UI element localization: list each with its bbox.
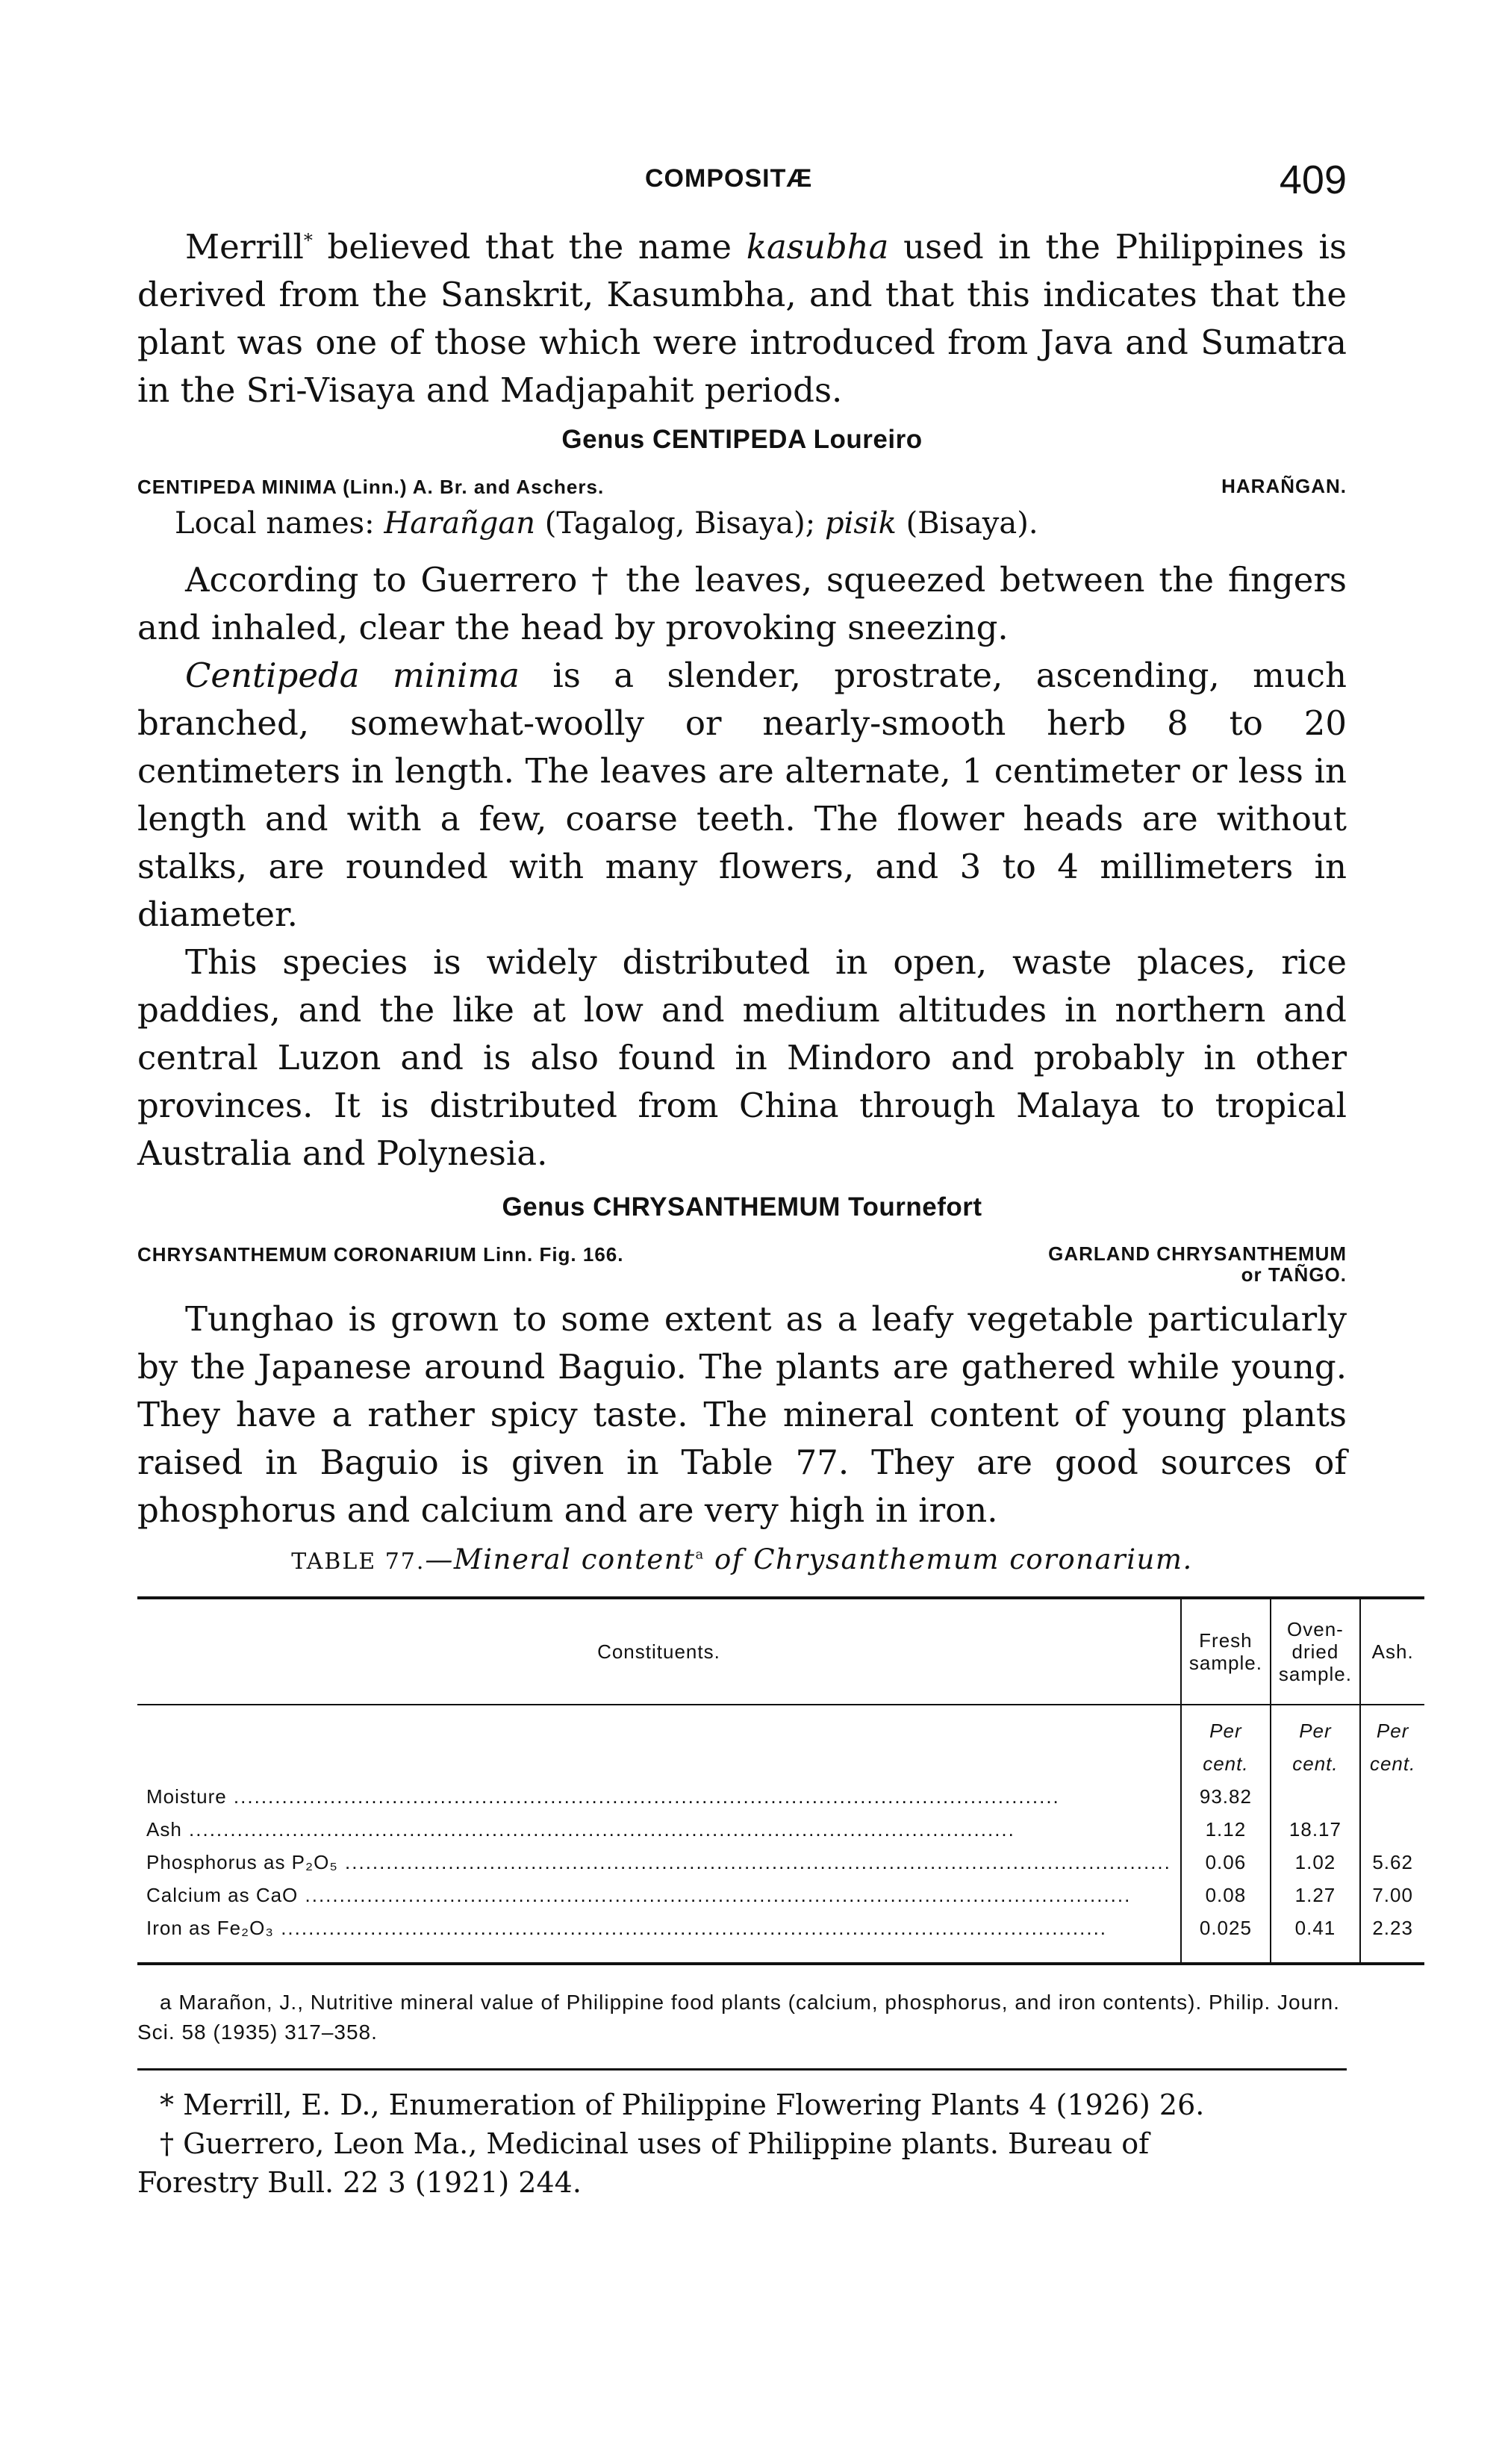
running-title: COMPOSITÆ (645, 164, 813, 193)
footnote-guerrero: † Guerrero, Leon Ma., Medicinal uses of Philippine plants. Bureau of (160, 2127, 1150, 2160)
footnote-divider (137, 2068, 1347, 2071)
cell-ash: 2.23 (1360, 1911, 1424, 1964)
row-label: Ash ..... (146, 1813, 1171, 1846)
centipeda-paragraph-1 (137, 556, 1347, 652)
table-footnote: a Marañon, J., Nutritive mineral value of Philippine food plants (calcium, phosphorus, and iron contents). Philip. Journ. Sci. 58 (1935) 317–358. (137, 1991, 1340, 2044)
centipeda-paragraph-2 (137, 652, 1347, 939)
genus-heading-centipeda: Genus CENTIPEDA Loureiro (561, 425, 923, 454)
table-caption-mark: a (695, 1546, 705, 1563)
species-line-centipeda (137, 470, 1347, 503)
row-label: Iron as Fe₂O₃ ..... (146, 1911, 1171, 1944)
header-oven-dried-sample: Oven-dried sample. (1271, 1598, 1360, 1705)
units-fresh: Per cent. (1181, 1705, 1271, 1780)
units-oven: Per cent. (1271, 1705, 1360, 1780)
cell-fresh: 93.82 (1181, 1780, 1271, 1813)
centipeda-p2-rest: is a slender, prostrate, ascending, much branched, somewhat-woolly or nearly-smooth herb 8 to 20 centimeters in length. The leaves are alternate, 1 centimeter or less in length and with a few, coarse teeth. The flower heads are without stalks, are rounded with many flowers, and 3 to 4 millimeters in diameter. (137, 656, 1347, 934)
units-ash: Per cent. (1360, 1705, 1424, 1780)
table-row (137, 1911, 1424, 1964)
table-row (137, 1879, 1424, 1911)
local-name-1: Harañgan (384, 506, 536, 541)
local-names (137, 503, 1347, 544)
header-constituents: Constituents. (137, 1598, 1181, 1705)
mineral-content-table (137, 1596, 1424, 1965)
running-head (137, 157, 1347, 217)
intro-text-3: used in the Philippines is derived from the Sanskrit, Kasumbha, and that this indicates that the plant was one of those which were introduced from Java and Sumatra in the Sri-Visaya and Madjapahit periods. (137, 227, 1347, 410)
species-line-chrysanthemum (137, 1237, 1347, 1295)
centipeda-p1-b: the leaves, squeezed between the fingers and inhaled, clear the head by provoking sneezing. (137, 560, 1347, 647)
common-name-line-1: GARLAND CHRYSANTHEMUM (1048, 1242, 1347, 1265)
table-units-row (137, 1705, 1424, 1780)
footnote-mark-merrill: * (303, 230, 313, 251)
common-name-chrysanthemum (1048, 1243, 1347, 1285)
cell-fresh: 0.08 (1181, 1879, 1271, 1911)
local-name-2: pisik (824, 506, 897, 541)
cell-ash: 5.62 (1360, 1846, 1424, 1879)
cell-fresh: 0.06 (1181, 1846, 1271, 1879)
footnote-mark-guerrero: † (577, 560, 612, 600)
table-row (137, 1780, 1424, 1813)
cell-oven: 18.17 (1271, 1813, 1360, 1846)
header-ash: Ash. (1360, 1598, 1424, 1705)
table-caption-label: TABLE 77. (291, 1549, 426, 1575)
intro-text-2: believed that the name (312, 227, 747, 267)
table-row (137, 1813, 1424, 1846)
intro-text-1: Merrill (185, 227, 304, 267)
table-row (137, 1846, 1424, 1879)
cell-ash (1360, 1813, 1424, 1846)
cell-ash (1360, 1780, 1424, 1813)
cell-oven: 1.02 (1271, 1846, 1360, 1879)
genus-heading-chrysanthemum: Genus CHRYSANTHEMUM Tournefort (502, 1192, 982, 1222)
cell-oven: 1.27 (1271, 1879, 1360, 1911)
cell-fresh: 1.12 (1181, 1813, 1271, 1846)
row-label: Calcium as CaO ..... (146, 1879, 1171, 1911)
intro-italic-term: kasubha (746, 227, 889, 267)
cell-oven (1271, 1780, 1360, 1813)
local-name-1-lang: (Tagalog, Bisaya); (535, 506, 825, 541)
footnote-merrill: * Merrill, E. D., Enumeration of Philippine Flowering Plants 4 (1926) 26. (160, 2088, 1205, 2121)
species-name-centipeda: CENTIPEDA MINIMA (Linn.) A. Br. and Aschers. (137, 476, 605, 498)
page-number: 409 (1279, 158, 1347, 202)
table-caption-italic-2: of Chrysanthemum coronarium. (704, 1543, 1193, 1575)
local-name-2-lang: (Bisaya). (896, 506, 1038, 541)
row-label: Moisture ..... (146, 1780, 1171, 1813)
units-blank (137, 1705, 1181, 1780)
cell-ash: 7.00 (1360, 1879, 1424, 1911)
centipeda-paragraph-3: This species is widely distributed in open, waste places, rice paddies, and the like at low and medium altitudes in northern and central Luzon and is also found in Mindoro and probably in other provinces. It is distributed from China through Malaya to tropical Australia and Polynesia. (137, 942, 1347, 1173)
cell-oven: 0.41 (1271, 1911, 1360, 1964)
cell-fresh: 0.025 (1181, 1911, 1271, 1964)
centipeda-p2-italic: Centipeda minima (185, 656, 520, 695)
table-header-row (137, 1598, 1424, 1705)
row-label: Phosphorus as P₂O₅ ..... (146, 1846, 1171, 1879)
intro-paragraph (137, 217, 1347, 414)
common-name-centipeda: HARAÑGAN. (1221, 475, 1347, 497)
table-caption-italic: —Mineral content (425, 1543, 696, 1575)
table-caption (137, 1543, 1347, 1575)
page (137, 157, 1416, 2202)
centipeda-p1-a: According to Guerrero (185, 560, 578, 600)
species-name-chrysanthemum: CHRYSANTHEMUM CORONARIUM Linn. Fig. 166. (137, 1243, 624, 1266)
chrysanthemum-paragraph: Tunghao is grown to some extent as a leafy vegetable particularly by the Japanese around Baguio. The plants are gathered while young. They have a rather spicy taste. The mineral content of young plants raised in Baguio is given in Table 77. They are good sources of phosphorus and calcium and are very high in iron. (137, 1299, 1347, 1530)
header-fresh-sample: Fresh sample. (1181, 1598, 1271, 1705)
local-names-label: Local names: (175, 506, 384, 541)
common-name-line-2: or TAÑGO. (1241, 1263, 1347, 1286)
footnote-guerrero-continued: Forestry Bull. 22 3 (1921) 244. (137, 2166, 582, 2199)
